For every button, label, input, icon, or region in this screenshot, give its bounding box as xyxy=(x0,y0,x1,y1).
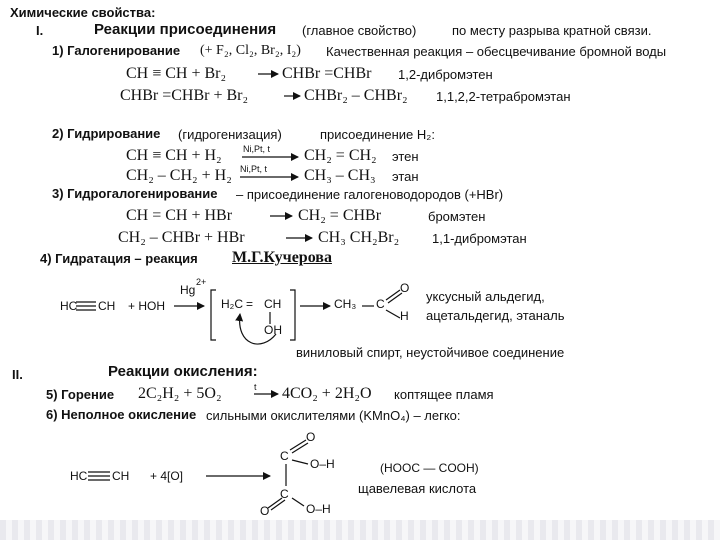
item-4-inter-left: H₂C xyxy=(221,297,243,311)
item-5-equation: 2C₂H₂ + 5O₂ xyxy=(138,385,222,402)
section-1-heading-tail: по месту разрыва кратной связи. xyxy=(452,23,652,38)
item-2-eq1-product: CH₂ = CH₂ xyxy=(304,147,377,164)
slide-bottom-band xyxy=(0,520,720,540)
section-1-heading-note: (главное свойство) xyxy=(302,23,417,38)
bond-top-co-2 xyxy=(292,443,308,453)
item-4-product-h: H xyxy=(400,309,409,323)
item-1-eq2-product: CHBr₂ – CHBr₂ xyxy=(304,87,408,104)
section-2-heading: Реакции окисления: xyxy=(108,363,258,380)
triple-bond-oxidation xyxy=(88,472,110,480)
item-2-catalyst-1: Ni,Pt, t xyxy=(243,144,271,154)
item-3-eq1-product: CH₂ = CHBr xyxy=(298,207,382,224)
item-6-bot-o: O xyxy=(260,504,270,518)
item-4-catalyst-sup: 2+ xyxy=(196,277,207,287)
item-3-label: 3) Гидрогалогенирование xyxy=(52,186,218,201)
item-5-label: 5) Горение xyxy=(46,387,115,402)
item-6-top-c: C xyxy=(280,449,289,463)
item-4-product-name-2: ацетальдегид, этаналь xyxy=(426,308,565,323)
item-4-catalyst: Hg xyxy=(180,283,196,297)
item-4-name: М.Г.Кучерова xyxy=(232,249,332,266)
bond-top-coh xyxy=(292,460,308,464)
item-3-eq1-name: бромэтен xyxy=(428,209,486,224)
item-4-inter-eq: = xyxy=(246,297,254,311)
item-3-tail: – присоединение галогеноводородов (+HBr) xyxy=(236,187,504,202)
item-4-product-c: C xyxy=(376,297,385,311)
bracket-left xyxy=(211,290,216,340)
item-6-reactant: HC xyxy=(70,469,88,483)
item-1-eq1-name: 1,2-дибромэтен xyxy=(398,67,493,82)
item-6-top-o: O xyxy=(306,430,316,444)
section-2-roman: II. xyxy=(12,367,23,382)
item-2-eq1: CH ≡ CH + H₂ xyxy=(126,147,222,164)
bond-top-co-1 xyxy=(290,440,306,450)
item-1-tail: Качественная реакция – обесцвечивание бромной воды xyxy=(326,44,667,59)
item-6-bot-c: C xyxy=(280,487,289,501)
item-2-catalyst-2: Ni,Pt, t xyxy=(240,164,268,174)
bond-c-h xyxy=(386,310,400,318)
item-1-eq2: CHBr =CHBr + Br₂ xyxy=(120,87,249,104)
item-6-top-oh: O–H xyxy=(310,457,335,471)
item-1-eq1-product: CHBr =CHBr xyxy=(282,65,372,82)
item-1-reagents: (+ F₂, Cl₂, Br₂, I₂) xyxy=(200,43,301,58)
item-6-reactant-2: CH xyxy=(112,469,130,483)
item-5-note: коптящее пламя xyxy=(394,387,494,402)
item-4-inter-right: CH xyxy=(264,297,282,311)
item-2-note: (гидрогенизация) xyxy=(178,127,282,142)
section-1-heading: Реакции присоединения xyxy=(94,21,277,38)
item-3-eq1: CH = CH + HBr xyxy=(126,207,233,224)
item-2-eq2: CH₂ – CH₂ + H₂ xyxy=(126,167,232,184)
item-2-eq2-product: CH₃ – CH₃ xyxy=(304,167,376,184)
item-4-label: 4) Гидратация – реакция xyxy=(40,251,198,266)
item-6-bot-oh: O–H xyxy=(306,502,331,516)
item-4-inter-oh: OH xyxy=(264,323,282,337)
item-1-eq1: CH ≡ CH + Br₂ xyxy=(126,65,227,82)
item-4-plus-water: + HOH xyxy=(128,299,166,313)
bond-c-o-2 xyxy=(388,293,402,303)
item-2-tail: присоединение H₂: xyxy=(320,127,435,142)
item-4-reactant-2: CH xyxy=(98,299,116,313)
item-2-eq1-name: этен xyxy=(392,149,419,164)
item-4-product-o: O xyxy=(400,281,410,295)
item-3-eq2-product: CH₃ CH₂Br₂ xyxy=(318,229,400,246)
item-1-eq2-name: 1,1,2,2-тетрабромэтан xyxy=(436,89,571,104)
item-2-eq2-name: этан xyxy=(392,169,419,184)
item-4-enol-caption: виниловый спирт, неустойчивое соединение xyxy=(296,345,565,360)
item-4-product-name-1: уксусный альдегид, xyxy=(426,289,545,304)
item-6-formula: (HOOC — COOH) xyxy=(380,461,479,475)
item-6-label: 6) Неполное окисление xyxy=(46,407,197,422)
page-title: Химические свойства: xyxy=(10,5,156,20)
bond-c-o-1 xyxy=(386,290,400,300)
item-4-reactant: HC xyxy=(60,299,78,313)
item-3-eq2-name: 1,1-дибромэтан xyxy=(432,231,527,246)
triple-bond-hydration xyxy=(76,302,96,310)
item-5-temp: t xyxy=(254,382,257,392)
item-6-name: щавелевая кислота xyxy=(358,481,477,496)
item-3-eq2: CH₂ – CHBr + HBr xyxy=(118,229,245,246)
bond-bot-coh xyxy=(292,498,304,506)
item-4-product-ch3: CH₃ xyxy=(334,297,357,311)
item-1-label: 1) Галогенирование xyxy=(52,43,181,58)
item-6-oxidant: + 4[O] xyxy=(150,469,184,483)
item-2-label: 2) Гидрирование xyxy=(52,126,161,141)
item-6-tail: сильными окислителями (KMnO₄) – легко: xyxy=(206,408,461,423)
bracket-right xyxy=(290,290,295,340)
item-5-product: 4CO₂ + 2H₂O xyxy=(282,385,372,402)
section-1-roman: I. xyxy=(36,23,44,38)
